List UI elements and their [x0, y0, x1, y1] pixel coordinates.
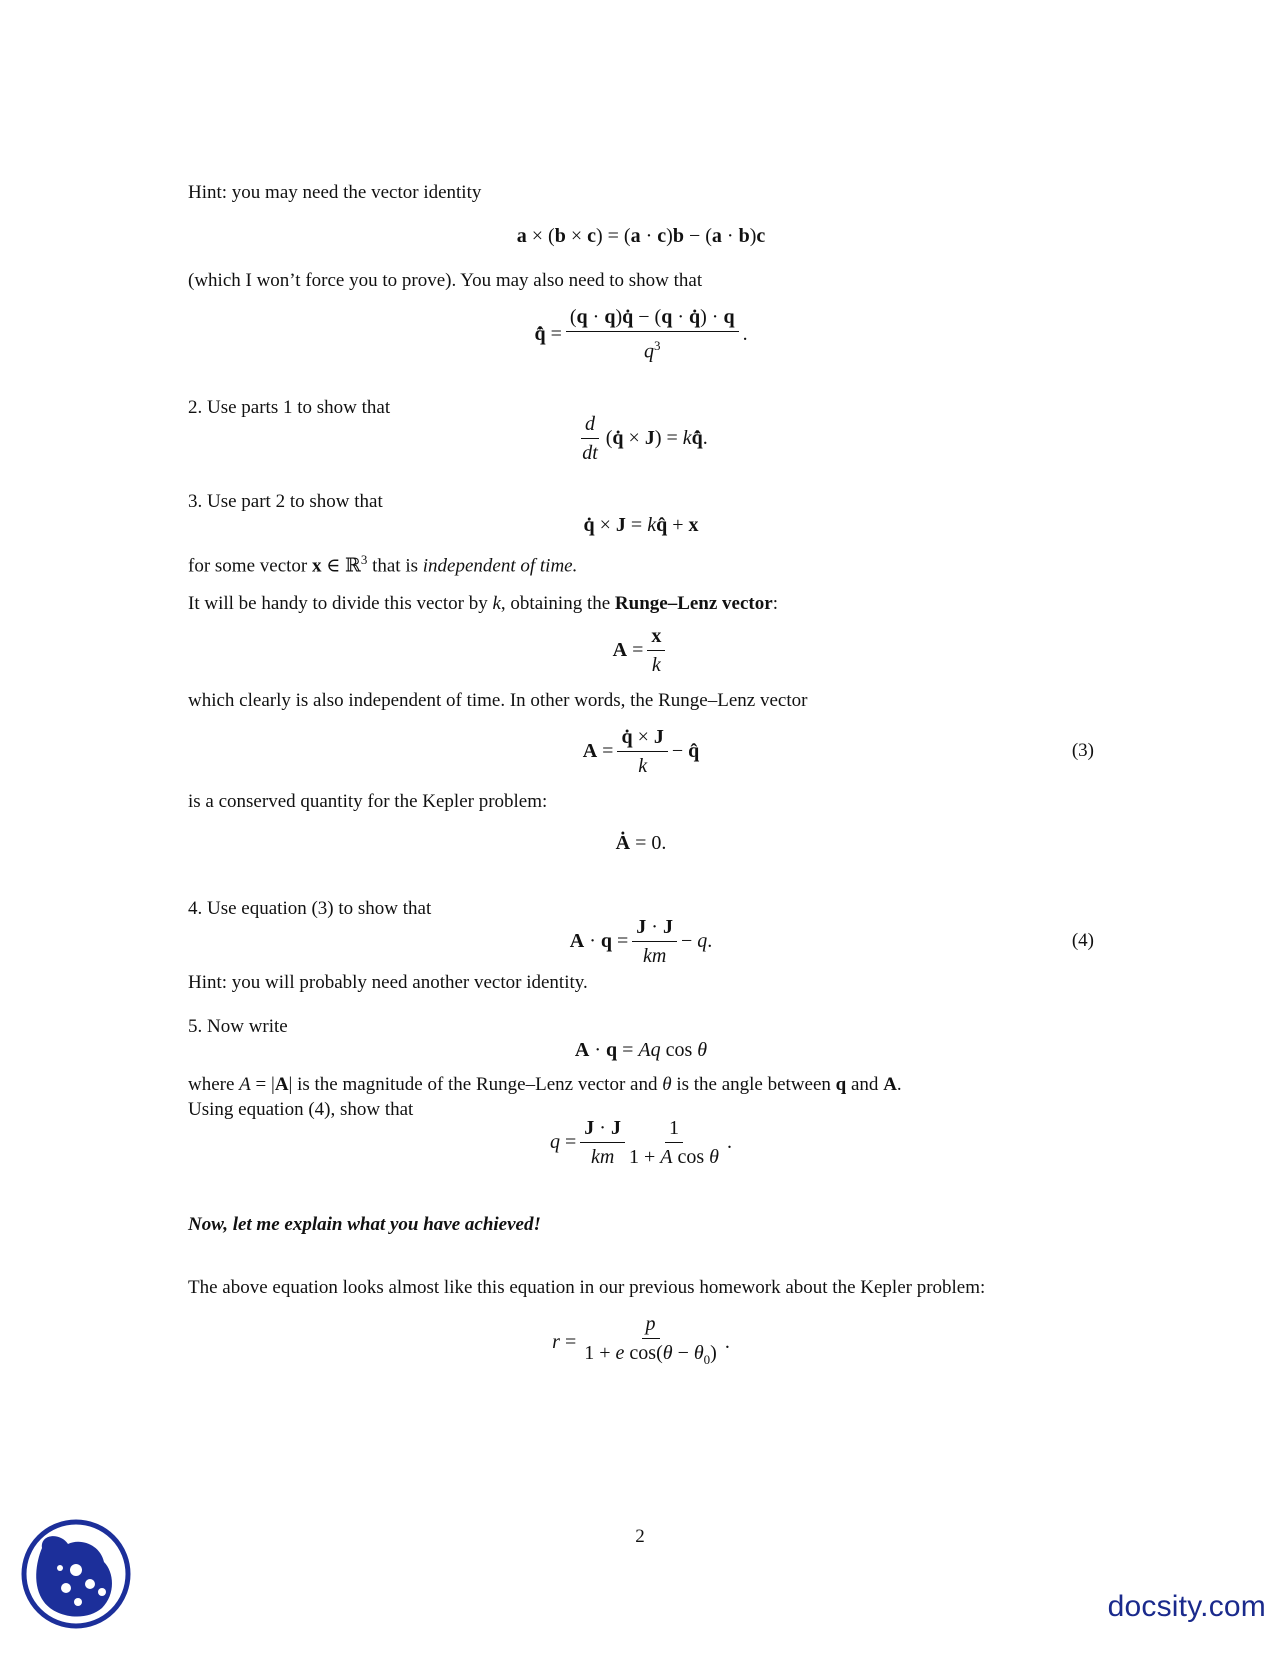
docsity-brand-link[interactable]: docsity.com: [1107, 1590, 1266, 1623]
qhat-derivative-equation: q̂̇ = $\frac{(q \cdot q)q̇ - (q \cdot q̇) \cdot q}{q^3}$ .: [534, 305, 748, 363]
page-number: 2: [635, 1526, 645, 1547]
item-5-text: 5. Now write: [188, 1016, 288, 1037]
item-3-equation: q̇ × J = kq̂ + x: [583, 513, 699, 536]
for-some-vector-paragraph: for some vector x ∈ ℝ$^3$ that is independent of time.: [188, 552, 578, 577]
equation-4-number: (4): [1071, 930, 1094, 951]
conserved-paragraph: is a conserved quantity for the Kepler problem:: [188, 791, 548, 812]
prove-paragraph: (which I won’t force you to prove). You may also need to show that: [188, 270, 703, 291]
hint-paragraph: Hint: you may need the vector identity: [188, 182, 482, 203]
equation-4: A · q = $\frac{J \cdot J}{km}$ − q. (4): [569, 915, 1094, 967]
runge-lenz-definition-equation: A = $\frac{x}{k}$: [188, 622, 1094, 678]
handy-paragraph: It will be handy to divide this vector by k, obtaining the Runge–Lenz vector:: [188, 593, 778, 614]
where-paragraph: where A = |A| is the magnitude of the Runge–Lenz vector and θ is the angle between q and A. Using equation (4), show that: [188, 1074, 902, 1120]
equation-3: A = $\frac{q̇ \times J}{k}$ − q̂ (3): [582, 725, 1094, 777]
item-2-text: 2. Use parts 1 to show that: [188, 397, 391, 418]
orbit-equation-q: q = $\frac{J \cdot J}{km}$ $\frac{1}{\text{1 + A cos θ}}$ .: [550, 1116, 732, 1168]
explain-heading: Now, let me explain what you have achieved!: [188, 1214, 541, 1235]
vector-identity-equation: a × (b × c) = (a · c)b − (a · b)c: [516, 224, 766, 247]
kepler-paragraph: The above equation looks almost like this equation in our previous homework about the Kepler problem:: [188, 1277, 986, 1298]
equation-3-number: (3): [1071, 740, 1094, 761]
item-5-equation: A · q = Aq cos θ: [574, 1038, 708, 1061]
docsity-logo-icon[interactable]: [20, 1518, 132, 1630]
item-3-text: 3. Use part 2 to show that: [188, 491, 383, 512]
item-2-equation: $\frac{d}{dt}$ (q̇ × J) = kq̂̇.: [582, 412, 708, 464]
item-4-text: 4. Use equation (3) to show that: [188, 898, 432, 919]
a-dot-zero-equation: Ȧ = 0.: [615, 831, 667, 854]
hint-2-paragraph: Hint: you will probably need another vector identity.: [188, 972, 588, 993]
which-clearly-paragraph: which clearly is also independent of time. In other words, the Runge–Lenz vector: [188, 690, 808, 711]
kepler-orbit-equation: r = $\frac{p}{1 + e \cos(\theta - \theta_0)}$ .: [552, 1313, 730, 1367]
